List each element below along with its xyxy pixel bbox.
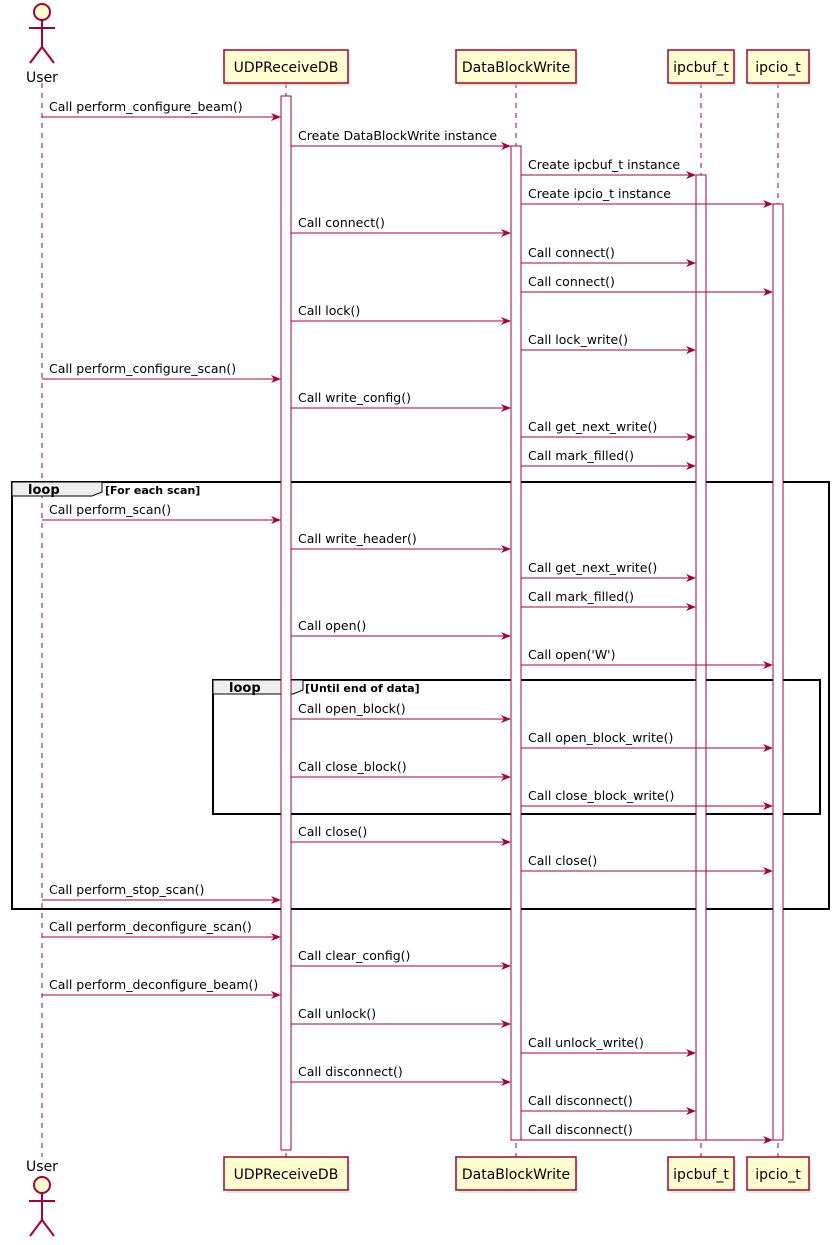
message-label: Call close() [298,824,368,839]
actor-icon [29,4,55,63]
message-23 [521,788,772,806]
message-label: Call open('W') [528,647,616,662]
message-16 [521,560,695,578]
message-8 [291,303,510,321]
message-27 [42,919,280,937]
message-17 [521,589,695,607]
message-15 [291,531,510,549]
message-label: Call mark_filled() [528,448,634,463]
message-label: Call disconnect() [298,1064,403,1079]
message-20 [291,701,510,719]
message-label: Call connect() [298,215,385,230]
message-5 [291,215,510,233]
participant-ipcbuf-bottom [668,1157,736,1193]
message-label: Call connect() [528,245,615,260]
participant-dbw-top [456,50,578,86]
message-10 [42,361,280,379]
message-12 [521,419,695,437]
participant-label: ipcio_t [755,1167,801,1183]
message-label: Call unlock() [298,1006,377,1021]
activation-bar-ipcio [773,204,783,1140]
message-2 [291,128,510,146]
participant-label: User [26,1159,58,1175]
participant-label: ipcbuf_t [673,1167,729,1183]
participant-ipcio-top [747,50,811,86]
participant-udp-top [224,50,350,86]
message-9 [521,332,695,350]
message-label: Call perform_configure_scan() [49,361,237,376]
actor-icon [29,1177,55,1236]
loop-condition: [Until end of data] [305,682,420,695]
message-label: Call perform_configure_beam() [49,99,243,114]
participants [26,4,811,1236]
message-label: Create ipcbuf_t instance [528,157,681,172]
message-label: Call connect() [528,274,615,289]
participant-label: User [26,70,58,86]
message-19 [521,647,772,665]
participant-user-bottom [26,1159,58,1236]
message-label: Call open_block() [298,701,406,716]
message-29 [42,977,280,995]
message-13 [521,448,695,466]
lifelines [42,83,778,1157]
participant-label: UDPReceiveDB [233,60,339,76]
message-label: Create ipcio_t instance [528,186,671,201]
message-label: Call perform_deconfigure_scan() [49,919,252,934]
message-label: Call perform_deconfigure_beam() [49,977,259,992]
message-6 [521,245,695,263]
message-14 [42,502,280,520]
message-label: Call perform_stop_scan() [49,882,205,897]
message-label: Create DataBlockWrite instance [298,128,498,143]
message-label: Call disconnect() [528,1122,633,1137]
message-28 [291,948,510,966]
message-33 [521,1093,695,1111]
participant-ipcio-bottom [747,1157,811,1193]
message-label: Call write_config() [298,390,411,405]
message-label: Call lock() [298,303,361,318]
message-22 [291,759,510,777]
message-label: Call clear_config() [298,948,411,963]
message-3 [521,157,695,175]
message-11 [291,390,510,408]
message-26 [42,882,280,900]
message-1 [42,99,280,117]
message-label: Call disconnect() [528,1093,633,1108]
message-label: Call perform_scan() [49,502,172,517]
participant-label: ipcio_t [755,60,801,76]
message-label: Call lock_write() [528,332,628,347]
message-label: Call get_next_write() [528,560,658,575]
message-label: Call open() [298,618,367,633]
participant-label: UDPReceiveDB [233,1167,339,1183]
message-32 [291,1064,510,1082]
participant-label: ipcbuf_t [673,60,729,76]
loop-condition: [For each scan] [105,484,201,497]
message-34 [521,1122,772,1140]
message-label: Call mark_filled() [528,589,634,604]
activation-bar-ipcbuf [696,175,706,1140]
participant-dbw-bottom [456,1157,578,1193]
message-7 [521,274,772,292]
message-25 [521,853,772,871]
message-4 [521,186,772,204]
message-label: Call close_block_write() [528,788,675,803]
activation-bar-udp [281,96,291,1150]
message-label: Call close_block() [298,759,407,774]
message-24 [291,824,510,842]
message-label: Call unlock_write() [528,1035,644,1050]
message-31 [521,1035,695,1053]
message-label: Call open_block_write() [528,730,674,745]
message-18 [291,618,510,636]
message-30 [291,1006,510,1024]
participant-udp-bottom [224,1157,350,1193]
participant-ipcbuf-top [668,50,736,86]
participant-label: DataBlockWrite [461,60,571,76]
message-label: Call get_next_write() [528,419,658,434]
message-21 [521,730,772,748]
loop-keyword: loop [28,483,60,498]
loop-keyword: loop [229,681,261,696]
activation-bar-dbw [511,146,521,1140]
message-label: Call write_header() [298,531,417,546]
message-label: Call close() [528,853,598,868]
participant-label: DataBlockWrite [461,1167,571,1183]
participant-user-top [26,4,58,86]
messages [42,99,772,1140]
